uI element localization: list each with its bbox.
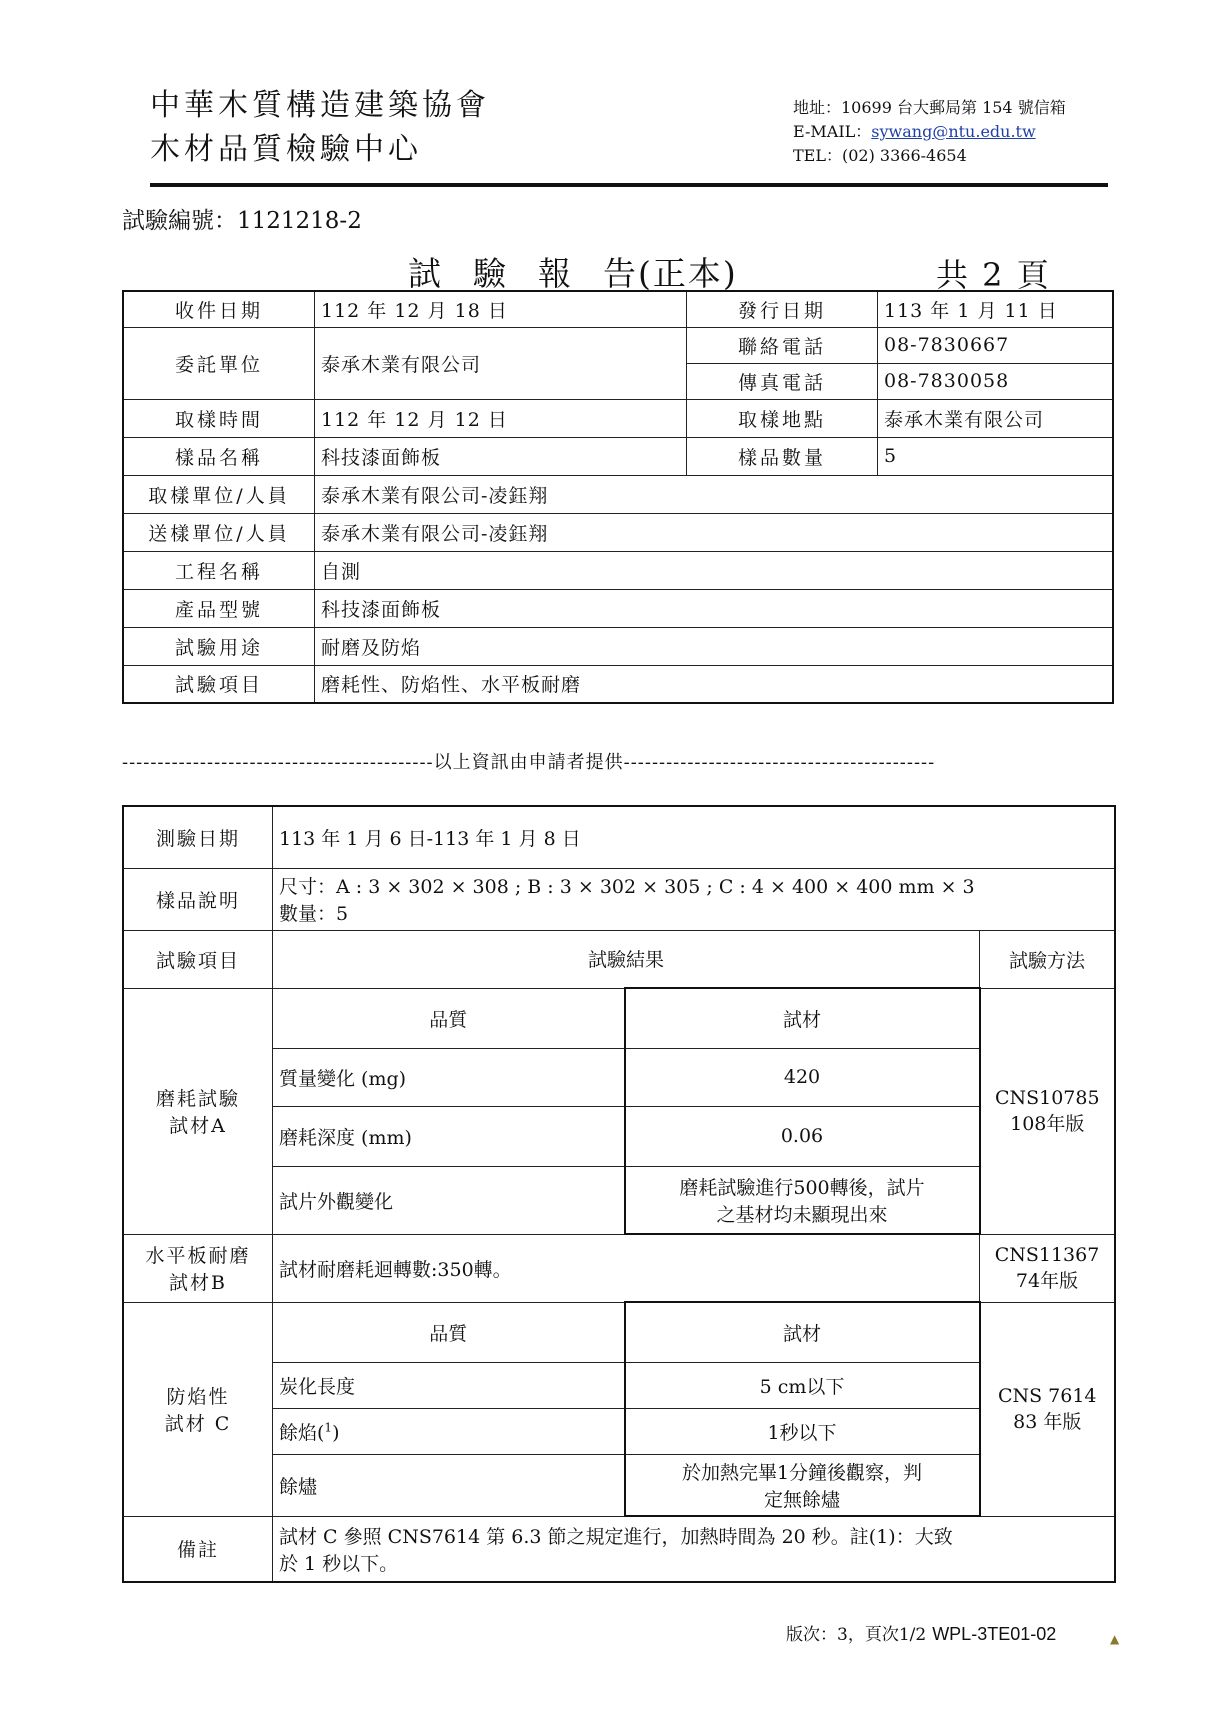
sampler-label: 取樣單位/人員 <box>123 475 315 513</box>
fax-label: 傳真電話 <box>687 363 878 399</box>
sampling-place: 泰承木業有限公司 <box>878 399 1114 437</box>
email-link[interactable]: sywang@ntu.edu.tw <box>871 122 1036 141</box>
report-title: 試 驗 報 告(正本) <box>408 254 738 293</box>
sample-desc <box>273 868 1116 930</box>
sample-count: 數量：5 <box>279 903 349 925</box>
flame-sample-header: 試材 <box>625 1302 980 1362</box>
document-code: WPL-3TE01-02 <box>932 1624 1057 1644</box>
sample-qty: 5 <box>878 437 1114 475</box>
email-row <box>793 120 1066 144</box>
sample-name: 科技漆面飾板 <box>315 437 687 475</box>
afterglow-label: 餘燼 <box>273 1454 625 1516</box>
horizontal-abrasion-result: 試材耐磨耗迴轉數:350轉。 <box>273 1234 980 1302</box>
address: 地址：10699 台大郵局第 154 號信箱 <box>793 98 1066 117</box>
organization-name: 中華木質構造建築協會 <box>150 88 490 123</box>
test-date-label: 測驗日期 <box>123 806 273 868</box>
result-header: 試驗結果 <box>273 930 980 988</box>
telephone: TEL：(02) 3366-4654 <box>793 146 967 165</box>
remarks-label: 備註 <box>123 1516 273 1582</box>
horizontal-abrasion-method: CNS11367 74年版 <box>980 1234 1116 1302</box>
model-label: 產品型號 <box>123 589 315 627</box>
sample-desc-label: 樣品說明 <box>123 868 273 930</box>
sample-dimensions: 尺寸：A : 3 × 302 × 308 ; B : 3 × 302 × 305 ; C : 4 × 400 × 400 mm × 3 <box>279 876 975 898</box>
char-length-value: 5 cm以下 <box>625 1362 980 1408</box>
afterflame-label: 餘焰($^1$) <box>273 1408 625 1454</box>
client-label: 委託單位 <box>123 327 315 399</box>
items-header: 試驗項目 <box>123 930 273 988</box>
version-info: 版次：3，頁次1/2 <box>786 1625 927 1645</box>
mass-change-value: 420 <box>625 1048 980 1106</box>
abrasion-method: CNS10785 108年版 <box>980 988 1116 1234</box>
divider-text: 以上資訊由申請者提供 <box>433 752 624 773</box>
contact-info <box>793 96 1066 168</box>
sender: 泰承木業有限公司-凌鈺翔 <box>315 513 1114 551</box>
afterflame-value: 1秒以下 <box>625 1408 980 1454</box>
appearance-change-value: 磨耗試驗進行500轉後，試片 之基材均未顯現出來 <box>625 1166 980 1234</box>
abrasion-sample-header: 試材 <box>625 988 980 1048</box>
wear-depth-label: 磨耗深度 (mm) <box>273 1106 625 1166</box>
applicant-info-divider: --------------------------------------------以上資訊由申請者提供-------------------------------------------- <box>122 752 936 773</box>
flame-method: CNS 7614 83 年版 <box>980 1302 1116 1516</box>
received-date-label: 收件日期 <box>123 291 315 327</box>
fax: 08-7830058 <box>878 363 1114 399</box>
horizontal-abrasion-label: 水平板耐磨 試材B <box>123 1234 273 1302</box>
client: 泰承木業有限公司 <box>315 327 687 399</box>
received-date: 112 年 12 月 18 日 <box>315 291 687 327</box>
purpose-label: 試驗用途 <box>123 627 315 665</box>
request-info-table <box>122 290 1114 704</box>
project-label: 工程名稱 <box>123 551 315 589</box>
sample-name-label: 樣品名稱 <box>123 437 315 475</box>
corner-mark-icon: ▲ <box>1110 1632 1120 1646</box>
total-pages: 共 2 頁 <box>936 256 1051 294</box>
sampling-place-label: 取樣地點 <box>687 399 878 437</box>
sampling-time: 112 年 12 月 12 日 <box>315 399 687 437</box>
project: 自測 <box>315 551 1114 589</box>
page-footer <box>786 1620 1056 1645</box>
appearance-change-label: 試片外觀變化 <box>273 1166 625 1234</box>
model: 科技漆面飾板 <box>315 589 1114 627</box>
test-results-table <box>122 805 1116 1583</box>
issue-date-label: 發行日期 <box>687 291 878 327</box>
sample-qty-label: 樣品數量 <box>687 437 878 475</box>
method-header: 試驗方法 <box>980 930 1116 988</box>
sampler: 泰承木業有限公司-凌鈺翔 <box>315 475 1114 513</box>
phone: 08-7830667 <box>878 327 1114 363</box>
abrasion-quality-header: 品質 <box>273 988 625 1048</box>
test-date: 113 年 1 月 6 日-113 年 1 月 8 日 <box>273 806 1116 868</box>
wear-depth-value: 0.06 <box>625 1106 980 1166</box>
char-length-label: 炭化長度 <box>273 1362 625 1408</box>
purpose: 耐磨及防焰 <box>315 627 1114 665</box>
email-label: E-MAIL： <box>793 122 872 141</box>
test-number: 試驗編號：1121218-2 <box>122 208 362 234</box>
phone-label: 聯絡電話 <box>687 327 878 363</box>
sampling-time-label: 取樣時間 <box>123 399 315 437</box>
header-divider <box>150 183 1108 187</box>
center-name: 木材品質檢驗中心 <box>150 132 422 167</box>
items: 磨耗性、防焰性、水平板耐磨 <box>315 665 1114 703</box>
issue-date: 113 年 1 月 11 日 <box>878 291 1114 327</box>
mass-change-label: 質量變化 (mg) <box>273 1048 625 1106</box>
flame-label: 防焰性 試材 C <box>123 1302 273 1516</box>
afterglow-value: 於加熱完畢1分鐘後觀察，判 定無餘燼 <box>625 1454 980 1516</box>
sender-label: 送樣單位/人員 <box>123 513 315 551</box>
remarks: 試材 C 參照 CNS7614 第 6.3 節之規定進行，加熱時間為 20 秒。註(1)：大致 於 1 秒以下。 <box>273 1516 1116 1582</box>
abrasion-label: 磨耗試驗 試材A <box>123 988 273 1234</box>
flame-quality-header: 品質 <box>273 1302 625 1362</box>
items-label: 試驗項目 <box>123 665 315 703</box>
